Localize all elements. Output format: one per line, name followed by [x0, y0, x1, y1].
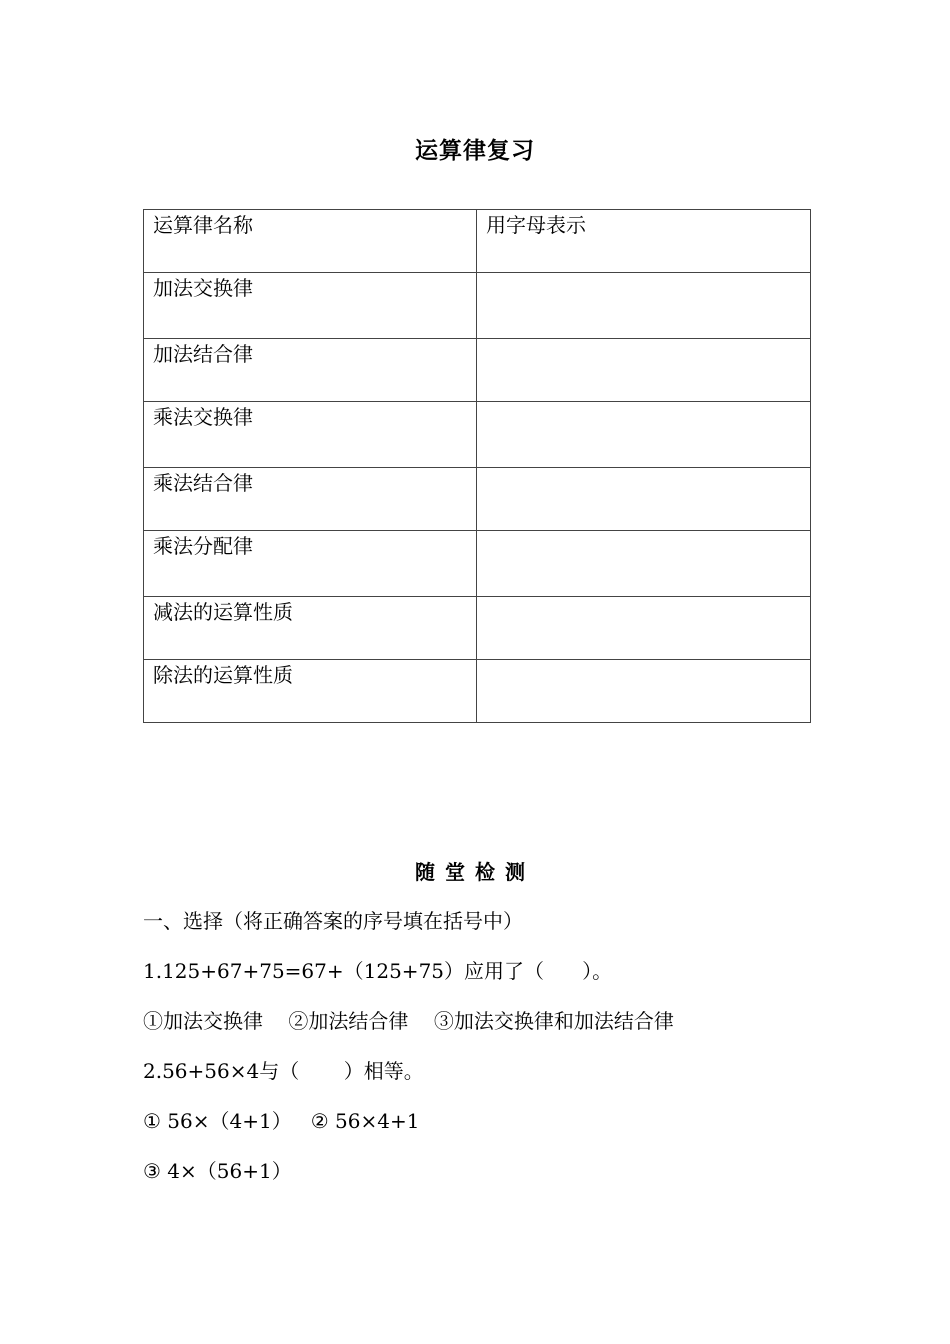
law-formula-cell[interactable] [477, 597, 811, 660]
law-name-cell: 加法交换律 [144, 273, 477, 339]
table-row [144, 339, 811, 402]
header-cell-formula: 用字母表示 [477, 210, 811, 273]
law-name-cell: 除法的运算性质 [144, 660, 477, 723]
question-2: 2.56+56×4与（ ）相等。 [143, 1059, 424, 1083]
law-name-cell: 乘法结合律 [144, 468, 477, 531]
law-name-cell: 乘法交换律 [144, 402, 477, 468]
question-1-options: ①加法交换律 ②加法结合律 ③加法交换律和加法结合律 [143, 1009, 674, 1033]
table-row [144, 273, 811, 339]
table-row [144, 531, 811, 597]
table-row [144, 468, 811, 531]
law-name-cell: 减法的运算性质 [144, 597, 477, 660]
law-formula-cell[interactable] [477, 531, 811, 597]
quiz-section-heading: 一、选择（将正确答案的序号填在括号中） [143, 909, 523, 933]
question-2-options-line-2: ③ 4×（56+1） [143, 1159, 292, 1183]
header-cell-name: 运算律名称 [144, 210, 477, 273]
law-formula-cell[interactable] [477, 660, 811, 723]
law-formula-cell[interactable] [477, 468, 811, 531]
question-2-options-line-1: ① 56×（4+1） ② 56×4+1 [143, 1109, 420, 1133]
table-row [144, 660, 811, 723]
page-title: 运算律复习 [415, 137, 535, 164]
table-row [144, 402, 811, 468]
quiz-title: 随堂检测 [415, 860, 535, 884]
law-name-cell: 乘法分配律 [144, 531, 477, 597]
law-formula-cell[interactable] [477, 273, 811, 339]
table-row [144, 597, 811, 660]
law-formula-cell[interactable] [477, 339, 811, 402]
question-1: 1.125+67+75=67+（125+75）应用了（ ）。 [143, 959, 613, 983]
table-header-row [144, 210, 811, 273]
law-name-cell: 加法结合律 [144, 339, 477, 402]
laws-table [143, 209, 811, 723]
law-formula-cell[interactable] [477, 402, 811, 468]
